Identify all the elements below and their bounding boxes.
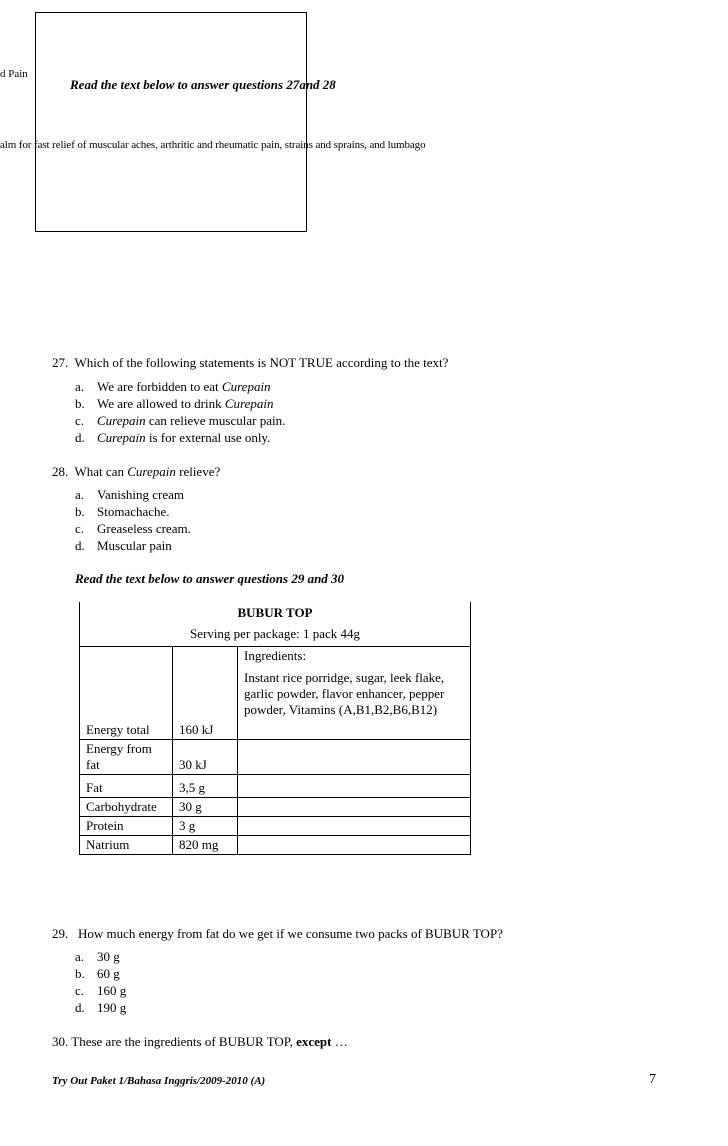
nutrient-value: 3,5 g <box>173 775 238 798</box>
passage-heading: Read the text below to answer questions 27and 28 <box>70 77 336 92</box>
question-text: Which of the following statements is NOT TRUE according to the text? <box>74 355 449 370</box>
option-letter: a. <box>75 379 85 394</box>
table-row <box>80 798 471 817</box>
page-number: 7 <box>649 1072 656 1087</box>
option-item <box>75 999 126 1016</box>
nutrient-value: 30 g <box>173 798 238 817</box>
option-text: 190 g <box>97 1000 127 1015</box>
option-letter: a. <box>75 487 85 502</box>
table-row <box>80 775 471 798</box>
nutrient-name: Energy from fat <box>80 740 173 775</box>
option-text: Vanishing cream <box>97 487 185 502</box>
question-30 <box>52 1034 348 1050</box>
nutrient-value: 820 mg <box>173 836 238 855</box>
nutrient-name: Carbohydrate <box>80 798 173 817</box>
question-text-italic: Curepain <box>127 464 176 479</box>
table-row <box>80 740 471 775</box>
empty-cell <box>238 817 471 836</box>
option-text: Stomachache. <box>97 504 170 519</box>
question-number: 28. <box>52 464 69 479</box>
option-item <box>75 965 126 982</box>
empty-cell <box>238 740 471 775</box>
question-text: … <box>331 1034 348 1049</box>
question-number: 27. <box>52 355 69 370</box>
option-item <box>75 378 285 395</box>
option-text: is for external use only. <box>145 430 271 445</box>
option-text: Greaseless cream. <box>97 521 191 536</box>
empty-cell <box>238 836 471 855</box>
option-item <box>75 537 191 554</box>
q29-options <box>75 948 126 1016</box>
option-item <box>75 412 285 429</box>
option-item <box>75 395 285 412</box>
ingredients-cell <box>238 647 471 740</box>
nutrient-value: 160 kJ <box>173 647 238 740</box>
option-letter: d. <box>75 1000 85 1015</box>
empty-cell <box>238 798 471 817</box>
option-text: Muscular pain <box>97 538 172 553</box>
empty-cell <box>238 775 471 798</box>
option-text: can relieve muscular pain. <box>145 413 286 428</box>
option-letter: c. <box>75 413 85 428</box>
passage-image-frame <box>35 12 307 232</box>
product-title: BUBUR TOP <box>237 605 313 620</box>
option-item <box>75 520 191 537</box>
option-letter: c. <box>75 521 85 536</box>
question-number: 30. <box>52 1034 69 1049</box>
option-text: We are forbidden to eat <box>97 379 222 394</box>
ingredients-text: Instant rice porridge, sugar, leek flake, garlic powder, flavor enhancer, pepper powder, Vitamins (A,B1,B2,B6,B12) <box>244 670 445 717</box>
option-item <box>75 948 126 965</box>
option-item <box>75 982 126 999</box>
option-text-italic: Curepain <box>97 413 146 428</box>
option-letter: b. <box>75 966 85 981</box>
question-text-bold: except <box>296 1034 332 1049</box>
nutrient-value: 30 kJ <box>173 740 238 775</box>
option-letter: c. <box>75 983 85 998</box>
section-heading: Read the text below to answer questions 29 and 30 <box>75 571 345 586</box>
option-letter: d. <box>75 538 85 553</box>
table-title-cell <box>80 602 471 647</box>
option-text-italic: Curepain <box>221 379 271 394</box>
option-item <box>75 503 191 520</box>
serving-size: Serving per package: 1 pack 44g <box>189 626 361 641</box>
question-29 <box>52 926 503 942</box>
ingredients-label: Ingredients: <box>244 648 307 663</box>
nutrient-name: Fat <box>80 775 173 798</box>
table-row <box>80 817 471 836</box>
question-number: 29. <box>52 926 69 941</box>
table-row <box>80 647 471 740</box>
nutrient-name: Energy total <box>80 647 173 740</box>
option-letter: a. <box>75 949 85 964</box>
q28-options <box>75 486 191 554</box>
option-item <box>75 429 285 446</box>
question-text: relieve? <box>175 464 221 479</box>
option-item <box>75 486 191 503</box>
question-text: What can <box>74 464 128 479</box>
passage-body-line: alm for fast relief of muscular aches, arthritic and rheumatic pain, strains and sprains, and lumbago <box>0 139 426 151</box>
question-28 <box>52 464 220 480</box>
passage-clipped-title: d Pain <box>0 68 28 80</box>
table-row <box>80 836 471 855</box>
option-text: 60 g <box>97 966 120 981</box>
q27-options <box>75 378 285 446</box>
question-27 <box>52 355 448 371</box>
option-text: 160 g <box>97 983 127 998</box>
option-text: We are allowed to drink <box>97 396 225 411</box>
option-letter: b. <box>75 396 85 411</box>
table-title-row <box>80 602 471 647</box>
option-text-italic: Curepain <box>224 396 274 411</box>
nutrient-value: 3 g <box>173 817 238 836</box>
option-text-italic: Curepain <box>97 430 146 445</box>
nutrient-name: Protein <box>80 817 173 836</box>
footer-source: Try Out Paket 1/Bahasa Inggris/2009-2010 (A) <box>52 1075 266 1087</box>
nutrition-table <box>79 602 471 855</box>
question-text: How much energy from fat do we get if we consume two packs of BUBUR TOP? <box>78 926 503 941</box>
nutrient-name: Natrium <box>80 836 173 855</box>
question-text: These are the ingredients of BUBUR TOP, <box>71 1034 297 1049</box>
option-letter: d. <box>75 430 85 445</box>
option-text: 30 g <box>97 949 120 964</box>
option-letter: b. <box>75 504 85 519</box>
